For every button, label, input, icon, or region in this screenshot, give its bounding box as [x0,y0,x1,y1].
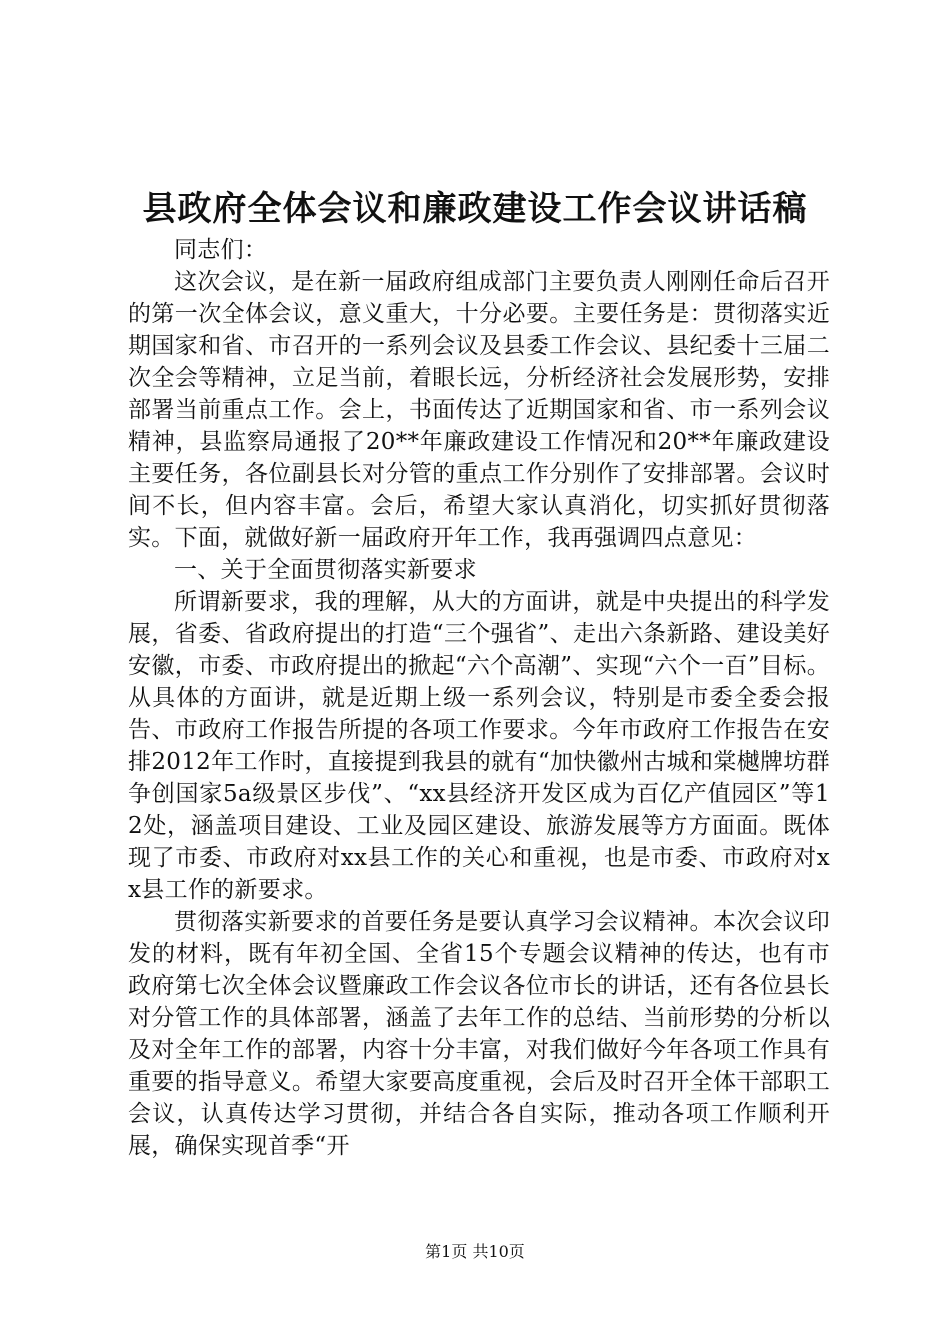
page-number: 第1页 共10页 [425,1242,525,1261]
section-heading: 一、关于全面贯彻落实新要求 [174,557,477,583]
intro-paragraph: 这次会议，是在新一届政府组成部门主要负责人刚刚任命后召开的第一次全体会议，意义重大，十分必要。主要任务是：贯彻落实近期国家和省、市召开的一系列会议及县委工作会议、县纪委十三届二次全会等精神，立足当前，着眼长远，分析经济社会发展形势，安排部署当前重点工作。会上，书面传达了近期国家和省、市一系列会议精神，县监察局通报了20**年廉政建设工作情况和20**年廉政建设主要任务，各位副县长对分管的重点工作分别作了安排部署。会议时间不长，但内容丰富。会后，希望大家认真消化，切实抓好贯彻落实。下面，就做好新一届政府开年工作，我再强调四点意见： [128,269,830,551]
salutation-paragraph: 同志们： [174,237,268,263]
document-body [128,234,830,1162]
body-paragraph: 贯彻落实新要求的首要任务是要认真学习会议精神。本次会议印发的材料，既有年初全国、全省15个专题会议精神的传达，也有市政府第七次全体会议暨廉政工作会议各位市长的讲话，还有各位县长对分管工作的具体部署，涵盖了去年工作的总结、当前形势的分析以及对全年工作的部署，内容十分丰富，对我们做好今年各项工作具有重要的指导意义。希望大家要高度重视，会后及时召开全体干部职工会议，认真传达学习贯彻，并结合各自实际，推动各项工作顺利开展，确保实现首季“开 [128,909,830,1159]
document-title: 县政府全体会议和廉政建设工作会议讲话稿 [142,189,808,229]
body-paragraph: 所谓新要求，我的理解，从大的方面讲，就是中央提出的科学发展，省委、省政府提出的打造“三个强省”、走出六条新路、建设美好安徽，市委、市政府提出的掀起“六个高潮”、实现“六个一百”目标。从具体的方面讲，就是近期上级一系列会议，特别是市委全委会报告、市政府工作报告所提的各项工作要求。今年市政府工作报告在安排2012年工作时，直接提到我县的就有“加快徽州古城和棠樾牌坊群争创国家5a级景区步伐”、“xx县经济开发区成为百亿产值园区”等12处，涵盖项目建设、工业及园区建设、旅游发展等方方面面。既体现了市委、市政府对xx县工作的关心和重视，也是市委、市政府对xx县工作的新要求。 [128,589,830,903]
